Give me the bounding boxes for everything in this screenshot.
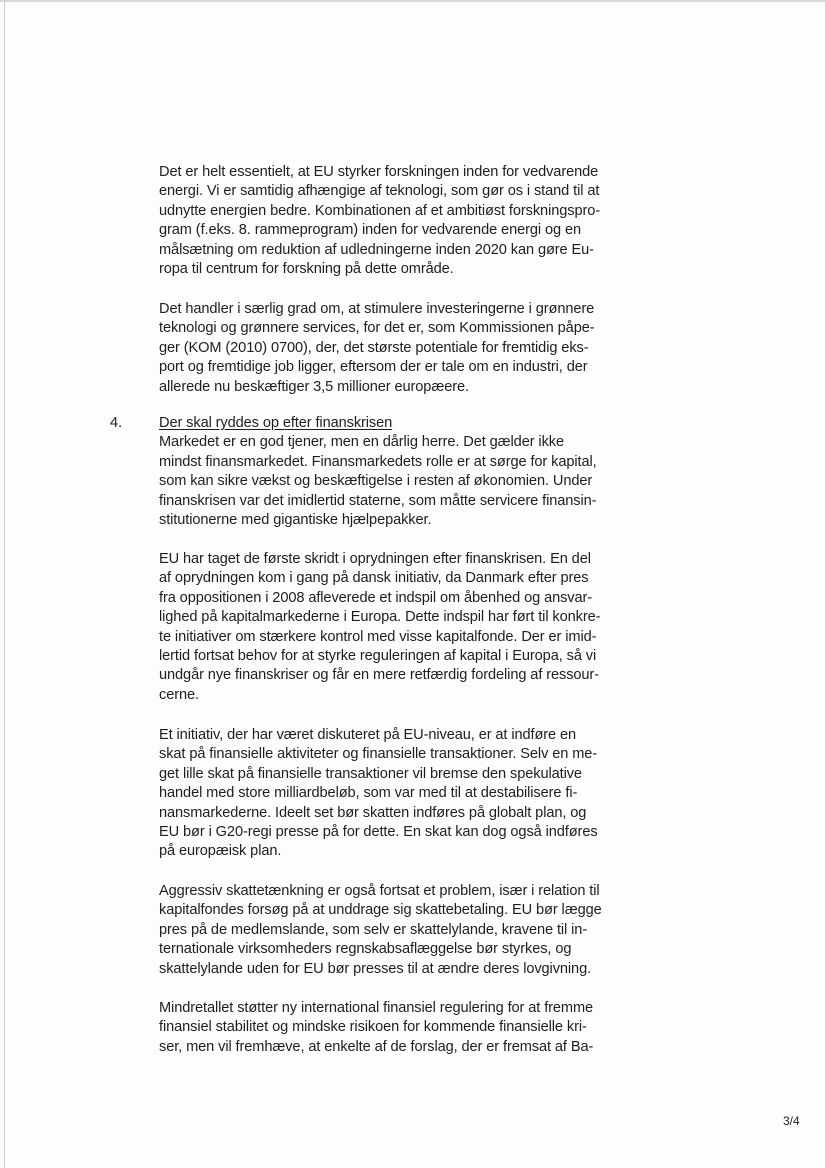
paragraph-eu-first-steps [159, 550, 599, 705]
paragraph-minority [159, 999, 599, 1057]
text-line: mindst finansmarkedet. Finansmarkedets rolle er at sørge for kapital, [159, 453, 597, 470]
text-line: Et initiativ, der har været diskuteret på EU-niveau, er at indføre en [159, 727, 577, 743]
text-line: fra oppositionen i 2008 afleverede et indspil om åbenhed og ansvar- [159, 589, 593, 606]
paragraph-tax-planning [159, 882, 602, 979]
section-intro [159, 414, 599, 530]
text-line: af oprydningen kom i gang på dansk initiativ, da Danmark efter pres [159, 570, 589, 587]
text-line: port og fremtidige job ligger, eftersom der er tale om en industri, der [159, 359, 588, 376]
paragraph-research [159, 163, 599, 279]
text-line: lertid fortsat behov for at styrke reguleringen af kapital i Europa, så vi [159, 648, 597, 665]
text-line: get lille skat på finansielle transaktioner vil bremse den spekulative [159, 765, 582, 782]
text-line: cerne. [159, 686, 199, 703]
text-line: handel med store milliardbeløb, som var med til at destabilisere fi- [159, 785, 578, 802]
text-line: undgår nye finanskriser og får en mere retfærdig fordeling af ressour- [159, 667, 599, 684]
text-line: ternationale virksomheders regnskabsaflæggelse bør styrkes, og [159, 941, 572, 958]
text-line: allerede nu beskæftiger 3,5 millioner europæere. [159, 378, 469, 395]
text-line: nansmarkederne. Ideelt set bør skatten indføres på globalt plan, og [159, 804, 587, 821]
section-heading: Der skal ryddes op efter finanskrisen [159, 415, 393, 431]
text-line: energi. Vi er samtidig afhængige af teknologi, som gør os i stand til at [159, 183, 600, 200]
text-line: på europæisk plan. [159, 843, 282, 860]
text-line: skat på finansielle aktiviteter og finansielle transaktioner. Selv en me- [159, 746, 598, 763]
paragraph-green-investment [159, 300, 599, 397]
text-line: udnytte energien bedre. Kombinationen af et ambitiøst forskningspro- [159, 202, 600, 219]
text-line: målsætning om reduktion af udledningerne inden 2020 kan gøre Eu- [159, 241, 594, 258]
text-line: gram (f.eks. 8. rammeprogram) inden for vedvarende energi og en [159, 222, 581, 239]
text-line: finansiel stabilitet og mindske risikoen for kommende finansielle kri- [159, 1019, 587, 1036]
text-line: Det er helt essentielt, at EU styrker forskningen inden for vedvarende [159, 164, 599, 180]
text-line: ger (KOM (2010) 0700), der, det største potentiale for fremtidig eks- [159, 339, 589, 356]
text-line: stitutionerne med gigantiske hjælpepakker. [159, 512, 432, 529]
scan-edge-left [4, 0, 5, 1168]
text-line: EU bør i G20-regi presse på for dette. En skat kan dog også indføres [159, 824, 598, 841]
scan-edge-top [0, 0, 825, 2]
text-line: ropa til centrum for forskning på dette område. [159, 261, 454, 278]
text-line: pres på de medlemslande, som selv er skattelylande, kravene til in- [159, 921, 588, 938]
text-line: Markedet er en god tjener, men en dårlig herre. Det gælder ikke [159, 434, 564, 451]
text-line: Mindretallet støtter ny international finansiel regulering for at fremme [159, 1000, 594, 1016]
page-number: 3/4 [783, 1114, 800, 1128]
text-line: kapitalfondes forsøg på at unddrage sig skattebetaling. EU bør lægge [159, 902, 602, 919]
paragraph-financial-tax [159, 726, 599, 862]
section-number: 4. [110, 415, 123, 431]
text-line: lighed på kapitalmarkederne i Europa. Dette indspil har ført til konkre- [159, 609, 601, 626]
text-line: Aggressiv skattetænkning er også fortsat et problem, især i relation til [159, 883, 600, 899]
text-line: EU har taget de første skridt i oprydningen efter finanskrisen. En del [159, 551, 591, 567]
text-line: skattelylande uden for EU bør presses til at ændre deres lovgivning. [159, 960, 592, 977]
text-line: som kan sikre vækst og beskæftigelse i resten af økonomien. Under [159, 473, 593, 490]
text-line: finanskrisen var det imidlertid staterne, som måtte servicere finansin- [159, 492, 597, 509]
text-line: teknologi og grønnere services, for det er, som Kommissionen påpe- [159, 320, 595, 337]
text-line: ser, men vil fremhæve, at enkelte af de forslag, der er fremsat af Ba- [159, 1038, 594, 1055]
text-line: te initiativer om stærkere kontrol med visse kapitalfonde. Der er imid- [159, 628, 597, 645]
text-line: Det handler i særlig grad om, at stimulere investeringerne i grønnere [159, 301, 595, 317]
